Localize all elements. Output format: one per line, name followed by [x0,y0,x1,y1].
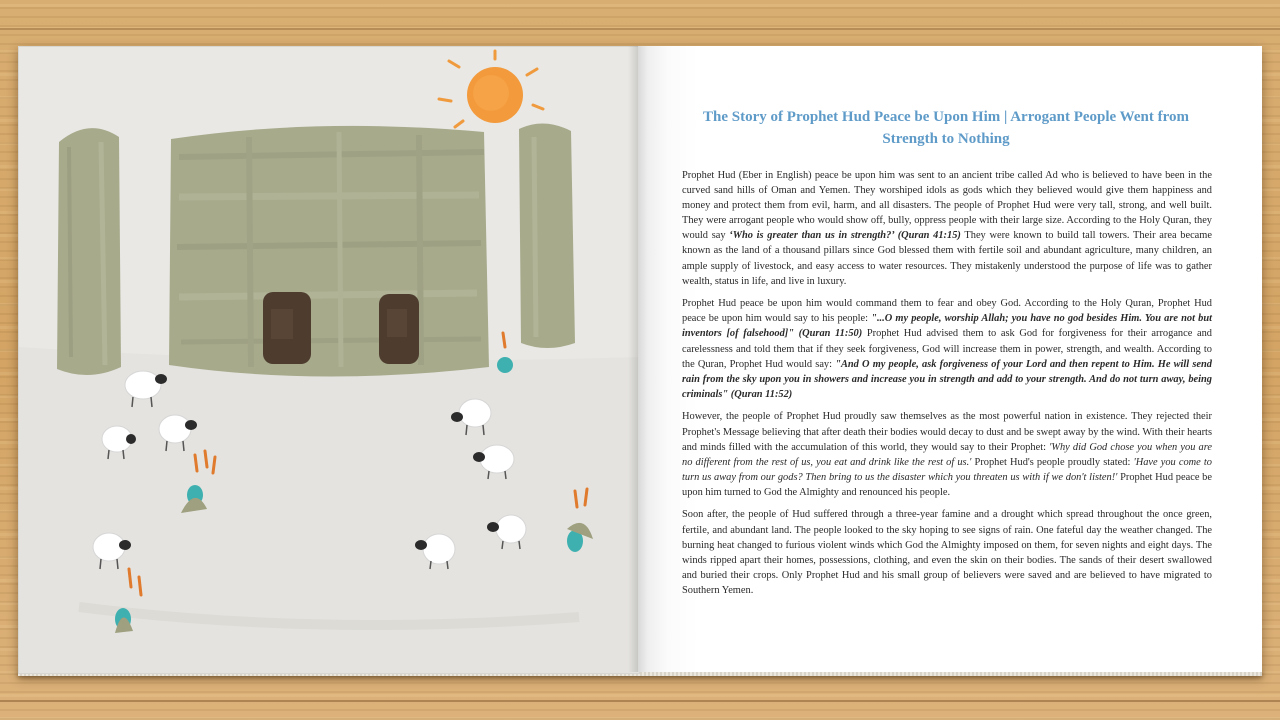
painting-illustration [19,47,639,673]
story-body [682,168,1212,606]
paragraph-1: Prophet Hud (Eber in English) peace be upon him was sent to an ancient tribe called Ad who is believed to have been in the curved sand hills of Oman and Yemen. They worshiped idols as gods which they believed would give them happiness and money and protect them from evil, harm, and all disasters. The people of Prophet Hud were very tall, strong, and well built. They were arrogant people who would show off, bully, oppress people with their large size. According to the Holy Quran, they would say ‘Who is greater than us in strength?’ (Quran 41:15) They were known to build tall towers. Their area became known as the land of a thousand pillars since God blessed them with fertile soil and abundant agriculture, many children, an ample supply of livestock, and easy access to water resources. They mistakenly understood the purpose of life was to gather wealth, status in life, and live in luxury. [682,170,1212,287]
paragraph-4: Soon after, the people of Hud suffered through a three-year famine and a drought which spread throughout the once green, fertile, and abundant land. The people looked to the sky hoping to see signs of rain. One fateful day the weather changed. The burning heat changed to furious violent winds which God the Almighty imposed on them, for seven nights and eight days. The winds ripped apart their homes, possessions, clothing, and even the skin on their bodies. The sands of their desert swallowed and buried their crops. Only Prophet Hud and his small group of believers were saved and are believed to have migrated to Southern Yemen. [682,509,1212,596]
pillar-icon [519,123,575,348]
pillar-icon [169,126,489,377]
text-page [638,46,1262,672]
paragraph-3: However, the people of Prophet Hud proudly saw themselves as the most powerful nation in existence. They rejected their Prophet's Message believing that after death their bodies would decay to dust and be swept away by the wind. With their hearts and minds filled with the accumulation of this world, they would say to their Prophet: 'Why did God chose you when you are no different from the rest of us, you eat and drink like the rest of us.' Prophet Hud's people proudly stated: 'Have you come to turn us away from our gods? Then bring to us the disaster which you threaten us with if we don't listen!' Prophet Hud peace be upon him turned to God the Almighty and renounced his people. [682,411,1213,498]
flame-icon [503,333,505,347]
paragraph-2: Prophet Hud peace be upon him would command them to fear and obey God. According to the Holy Quran, Prophet Hud peace be upon him would say to his people: "...O my people, worship Allah; you have no god besides Him. You are not but inventors [of falsehood]" (Quran 11:50) Prophet Hud advised them to ask God for forgiveness for their arrogance and carelessness and told them that if they seek forgiveness, God will increase them in power, strength, and wealth. According to the Quran, Prophet Hud would say: "And O my people, ask forgiveness of your Lord and then repent to Him. He will send rain from the sky upon you in showers and increase you in strength and add to your strength. And do not turn away, being criminals" (Quran 11:52) [682,298,1212,400]
pillar-icon [57,128,121,375]
illustration-page [18,46,640,674]
story-title: The Story of Prophet Hud Peace be Upon Him | Arrogant People Went from Strength to Nothing [703,109,1189,147]
